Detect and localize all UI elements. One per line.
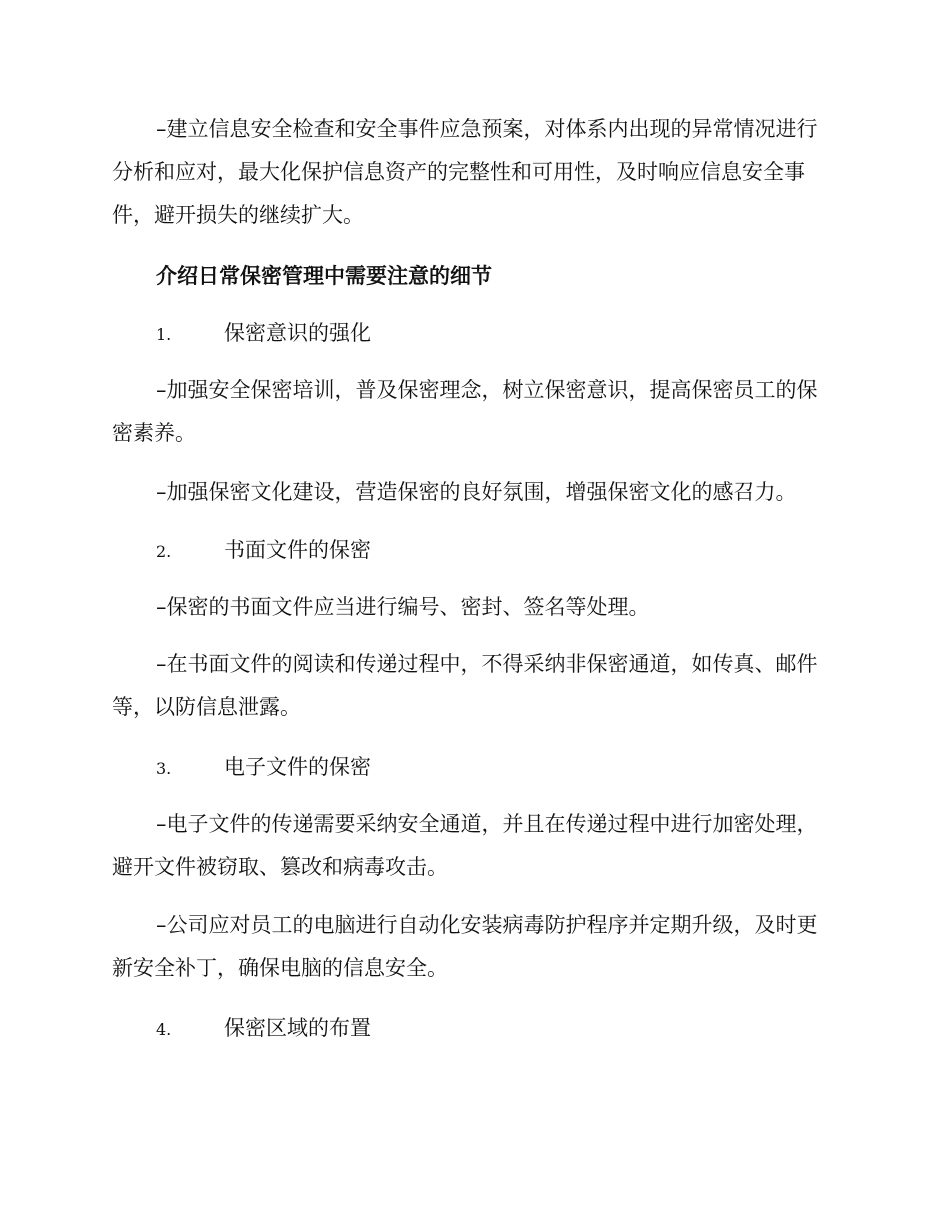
list-number: 4. [156, 1020, 172, 1039]
list-item-1 [156, 312, 371, 356]
list-number: 1. [156, 325, 172, 344]
paragraph-training: –加强安全保密培训，普及保密理念，树立保密意识，提高保密员工的保密素养。 [112, 378, 818, 445]
paragraph-culture: –加强保密文化建设，营造保密的良好氛围，增强保密文化的感召力。 [156, 480, 797, 504]
paragraph-transfer: –在书面文件的阅读和传递过程中，不得采纳非保密通道，如传真、邮件等，以防信息泄露。 [112, 652, 818, 719]
list-item-title: 保密意识的强化 [224, 321, 371, 345]
list-item-title: 书面文件的保密 [224, 538, 371, 562]
list-item-3 [156, 746, 371, 790]
list-item-2 [156, 529, 371, 573]
list-number: 2. [156, 542, 172, 561]
paragraph-electronic-transfer: –电子文件的传递需要采纳安全通道，并且在传递过程中进行加密处理，避开文件被窃取、篡改和病毒攻击。 [112, 812, 818, 879]
paragraph-written-docs: –保密的书面文件应当进行编号、密封、签名等处理。 [156, 595, 650, 619]
section-heading: 介绍日常保密管理中需要注意的细节 [156, 264, 492, 288]
list-item-title: 电子文件的保密 [224, 755, 371, 779]
paragraph-incident-response: –建立信息安全检查和安全事件应急预案，对体系内出现的异常情况进行分析和应对，最大化保护信息资产的完整性和可用性，及时响应信息安全事件，避开损失的继续扩大。 [112, 117, 818, 227]
list-number: 3. [156, 759, 172, 778]
list-item-title: 保密区域的布置 [224, 1016, 371, 1040]
paragraph-antivirus: –公司应对员工的电脑进行自动化安装病毒防护程序并定期升级，及时更新安全补丁，确保电脑的信息安全。 [112, 913, 818, 980]
list-item-4 [156, 1007, 371, 1051]
